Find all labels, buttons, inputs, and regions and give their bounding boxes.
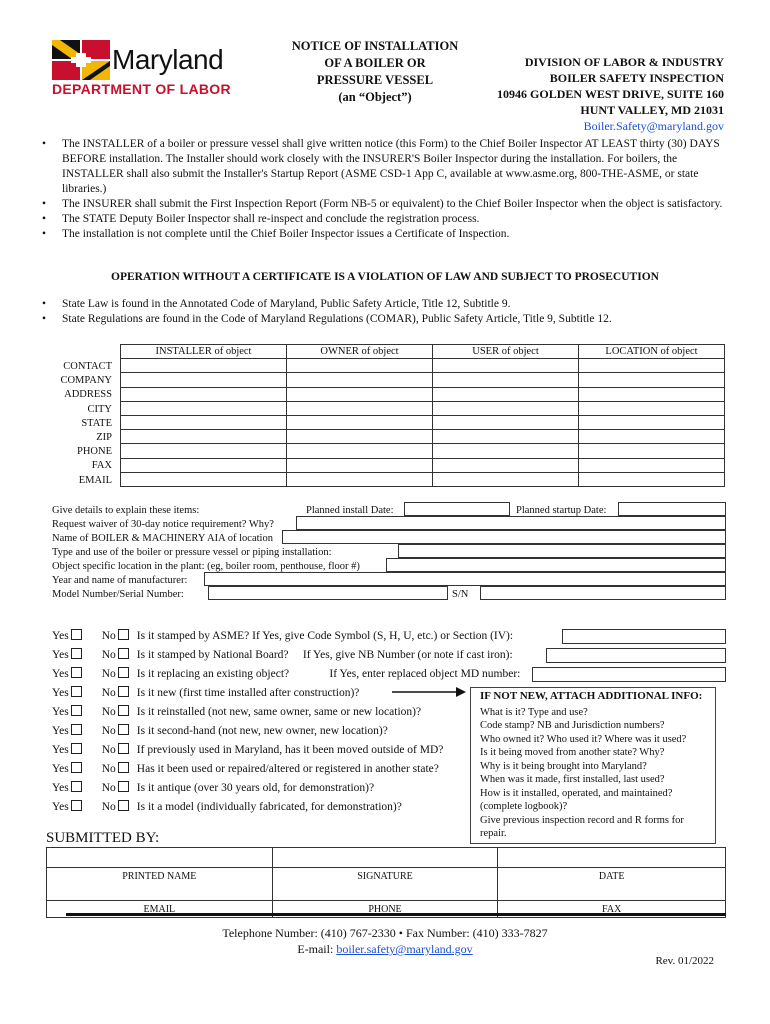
no-checkbox[interactable] xyxy=(118,724,129,735)
party-cell-input[interactable] xyxy=(433,387,579,401)
department-of-labor-wordmark: DEPARTMENT OF LABOR xyxy=(52,81,231,97)
question-text: Is it stamped by ASME? If Yes, give Code Symbol (S, H, U, etc.) or Section (IV): xyxy=(136,630,514,642)
footer-email-link[interactable]: boiler.safety@maryland.gov xyxy=(336,942,473,956)
instruction-item: • The INSURER shall submit the First Inspection Report (Form NB-5 or equivalent) to the Chief Boiler Inspector when the object is satisfactory. xyxy=(38,197,728,212)
yes-checkbox[interactable] xyxy=(71,648,82,659)
no-label: No xyxy=(101,744,116,756)
signature-label: SIGNATURE xyxy=(272,868,498,885)
party-cell-input[interactable] xyxy=(433,401,579,415)
model-field[interactable] xyxy=(208,586,448,600)
party-cell-input[interactable] xyxy=(121,430,287,444)
party-table-row xyxy=(121,373,725,387)
aia-label: Name of BOILER & MACHINERY AIA of location xyxy=(52,533,273,544)
division-line: 10946 GOLDEN WEST DRIVE, SUITE 160 xyxy=(497,87,724,101)
party-cell-input[interactable] xyxy=(579,373,725,387)
column-header: LOCATION of object xyxy=(579,345,725,359)
party-cell-input[interactable] xyxy=(433,430,579,444)
date-label: DATE xyxy=(498,868,726,885)
party-cell-input[interactable] xyxy=(433,373,579,387)
manufacturer-label: Year and name of manufacturer: xyxy=(52,575,188,586)
party-table-row xyxy=(121,401,725,415)
party-table-row xyxy=(121,444,725,458)
question-text: Is it second-hand (not new, new owner, new location)? xyxy=(136,725,388,737)
serial-label: S/N xyxy=(452,589,469,600)
title-line: OF A BOILER OR xyxy=(324,56,426,70)
yes-checkbox[interactable] xyxy=(71,743,82,754)
yes-checkbox[interactable] xyxy=(71,705,82,716)
party-cell-input[interactable] xyxy=(579,359,725,373)
yes-checkbox[interactable] xyxy=(71,781,82,792)
aia-field[interactable] xyxy=(282,530,726,544)
location-field[interactable] xyxy=(386,558,726,572)
arrow-right-icon xyxy=(392,686,468,698)
party-cell-input[interactable] xyxy=(121,458,287,472)
yes-checkbox[interactable] xyxy=(71,800,82,811)
yes-label: Yes xyxy=(52,706,69,718)
party-cell-input[interactable] xyxy=(121,415,287,429)
no-checkbox[interactable] xyxy=(118,648,129,659)
question-text: Is it stamped by National Board? If Yes, give NB Number (or note if cast iron): xyxy=(136,649,513,661)
yes-checkbox[interactable] xyxy=(71,667,82,678)
party-table xyxy=(120,344,725,487)
party-row-labels xyxy=(40,360,112,488)
no-checkbox[interactable] xyxy=(118,800,129,811)
planned-startup-field[interactable] xyxy=(618,502,726,516)
printed-name-field[interactable] xyxy=(47,848,273,868)
form-title xyxy=(270,38,480,106)
info-line: When was it made, first installed, last used? xyxy=(480,774,665,785)
column-header: OWNER of object xyxy=(287,345,433,359)
question-answer-field[interactable] xyxy=(532,667,726,682)
maryland-wordmark: Maryland xyxy=(112,44,224,75)
additional-info-box xyxy=(470,687,716,844)
no-checkbox[interactable] xyxy=(118,781,129,792)
title-line: PRESSURE VESSEL xyxy=(316,73,434,87)
row-label: ZIP xyxy=(96,432,112,444)
yes-label: Yes xyxy=(52,725,69,737)
info-line: (complete logbook)? xyxy=(480,801,568,812)
party-cell-input[interactable] xyxy=(121,359,287,373)
footer-divider xyxy=(66,913,726,916)
party-cell-input[interactable] xyxy=(121,401,287,415)
info-line: How is it installed, operated, and maintained? xyxy=(480,787,673,799)
question-row xyxy=(52,703,421,722)
question-text: Is it new (first time installed after construction)? xyxy=(136,687,360,699)
title-line: (an “Object”) xyxy=(338,90,412,104)
location-label: Object specific location in the plant: (eg, boiler room, penthouse, floor #) xyxy=(52,561,360,572)
division-line: DIVISION OF LABOR & INDUSTRY xyxy=(524,55,724,69)
question-row xyxy=(52,779,374,798)
party-cell-input[interactable] xyxy=(579,387,725,401)
email-label: EMAIL xyxy=(47,901,273,918)
party-cell-input[interactable] xyxy=(287,430,433,444)
planned-install-label: Planned install Date: xyxy=(306,505,394,516)
question-text: Is it a model (individually fabricated, for demonstration)? xyxy=(136,801,402,813)
division-address xyxy=(497,54,724,134)
prosecution-warning: OPERATION WITHOUT A CERTIFICATE IS A VIOLATION OF LAW AND SUBJECT TO PROSECUTION xyxy=(111,271,659,283)
question-row xyxy=(52,760,439,779)
party-cell-input[interactable] xyxy=(287,359,433,373)
printed-name-label: PRINTED NAME xyxy=(47,868,273,885)
party-cell-input[interactable] xyxy=(579,415,725,429)
question-row xyxy=(52,646,513,665)
phone-label: PHONE xyxy=(272,901,498,918)
email-prefix: E-mail: xyxy=(297,942,337,956)
info-box-title: IF NOT NEW, ATTACH ADDITIONAL INFO: xyxy=(480,690,703,702)
party-cell-input[interactable] xyxy=(287,387,433,401)
question-text: If previously used in Maryland, has it been moved outside of MD? xyxy=(136,744,444,756)
yes-label: Yes xyxy=(52,687,69,699)
yes-checkbox[interactable] xyxy=(71,629,82,640)
party-cell-input[interactable] xyxy=(579,430,725,444)
question-answer-field[interactable] xyxy=(562,629,726,644)
no-label: No xyxy=(101,649,116,661)
division-line: BOILER SAFETY INSPECTION xyxy=(549,71,724,85)
instruction-item: • The INSTALLER of a boiler or pressure vessel shall give written notice (this Form) to the Chief Boiler Inspector AT LEAST thirty (30) DAYS BEFORE installation. The Installer should work closely with the INSURER'S Boiler Inspector during the installation. For boilers, the INSTALLER shall also submit the Installer's Startup Report (ASME CSD-1 App C, available at www.asme.org, 800-THE-ASME, or state libraries.) xyxy=(38,137,728,197)
yes-label: Yes xyxy=(52,782,69,794)
row-label: COMPANY xyxy=(60,375,112,387)
row-label: PHONE xyxy=(76,446,112,458)
info-line: Who owned it? Who used it? Where was it used? xyxy=(480,733,687,745)
instructions-list xyxy=(38,137,728,242)
party-cell-input[interactable] xyxy=(287,401,433,415)
info-line: Is it being moved from another state? Why? xyxy=(480,747,665,758)
division-line: HUNT VALLEY, MD 21031 xyxy=(580,103,724,117)
yes-checkbox[interactable] xyxy=(71,724,82,735)
party-cell-input[interactable] xyxy=(433,472,579,486)
serial-field[interactable] xyxy=(480,586,726,600)
info-line: Code stamp? NB and Jurisdiction numbers? xyxy=(480,720,665,731)
yes-label: Yes xyxy=(52,763,69,775)
question-answer-field[interactable] xyxy=(546,648,726,663)
row-label: CONTACT xyxy=(63,361,112,372)
type-use-label: Type and use of the boiler or pressure vessel or piping installation: xyxy=(52,547,332,558)
party-table-row xyxy=(121,387,725,401)
give-details-label: Give details to explain these items: xyxy=(52,505,200,516)
yes-label: Yes xyxy=(52,801,69,813)
party-table-row xyxy=(121,458,725,472)
party-cell-input[interactable] xyxy=(287,444,433,458)
fax-field[interactable] xyxy=(498,885,726,901)
party-cell-input[interactable] xyxy=(287,373,433,387)
date-field[interactable] xyxy=(498,848,726,868)
party-cell-input[interactable] xyxy=(121,444,287,458)
party-cell-input[interactable] xyxy=(287,458,433,472)
type-use-field[interactable] xyxy=(398,544,726,558)
no-label: No xyxy=(101,687,116,699)
footer-phone-line: Telephone Number: (410) 767-2330 • Fax Number: (410) 333-7827 xyxy=(222,926,548,940)
law-item: • State Regulations are found in the Code of Maryland Regulations (COMAR), Public Safety Article, Title 9, Subtitle 12. xyxy=(38,312,728,327)
submitted-by-label: SUBMITTED BY: xyxy=(46,830,160,846)
column-header: INSTALLER of object xyxy=(121,345,287,359)
signature-field[interactable] xyxy=(272,848,498,868)
info-line: Give previous inspection record and R forms for repair. xyxy=(480,814,684,839)
planned-startup-label: Planned startup Date: xyxy=(516,505,607,516)
party-cell-input[interactable] xyxy=(121,373,287,387)
waiver-field[interactable] xyxy=(296,516,726,530)
row-label: ADDRESS xyxy=(64,389,112,401)
yes-label: Yes xyxy=(52,668,69,680)
maryland-flag-logo xyxy=(52,40,110,80)
yes-label: Yes xyxy=(52,630,69,642)
party-cell-input[interactable] xyxy=(579,458,725,472)
yes-label: Yes xyxy=(52,744,69,756)
manufacturer-field[interactable] xyxy=(204,572,726,586)
no-label: No xyxy=(101,763,116,775)
info-line: Why is it being brought into Maryland? xyxy=(480,760,647,772)
no-label: No xyxy=(101,706,116,718)
law-list xyxy=(38,297,728,327)
question-text: Is it antique (over 30 years old, for demonstration)? xyxy=(136,782,375,794)
party-cell-input[interactable] xyxy=(121,472,287,486)
yes-label: Yes xyxy=(52,649,69,661)
question-row xyxy=(52,798,402,817)
party-cell-input[interactable] xyxy=(433,458,579,472)
question-text: Has it been used or repaired/altered or registered in another state? xyxy=(136,763,439,775)
row-label: FAX xyxy=(91,460,112,472)
no-checkbox[interactable] xyxy=(118,743,129,754)
column-header: USER of object xyxy=(433,345,579,359)
no-checkbox[interactable] xyxy=(118,705,129,716)
row-label: STATE xyxy=(81,417,112,429)
law-item: • State Law is found in the Annotated Code of Maryland, Public Safety Article, Title 12, Subtitle 9. xyxy=(38,297,728,312)
question-text: Is it replacing an existing object? If Yes, enter replaced object MD number: xyxy=(136,668,521,680)
no-checkbox[interactable] xyxy=(118,762,129,773)
party-table-row xyxy=(121,359,725,373)
party-cell-input[interactable] xyxy=(579,444,725,458)
no-checkbox[interactable] xyxy=(118,686,129,697)
no-label: No xyxy=(101,630,116,642)
waiver-label: Request waiver of 30-day notice requirement? Why? xyxy=(52,519,274,530)
party-cell-input[interactable] xyxy=(287,415,433,429)
no-label: No xyxy=(101,801,116,813)
question-row xyxy=(52,684,359,703)
no-checkbox[interactable] xyxy=(118,629,129,640)
division-email-link[interactable]: Boiler.Safety@maryland.gov xyxy=(583,119,724,133)
instruction-item: • The STATE Deputy Boiler Inspector shall re-inspect and conclude the registration process. xyxy=(38,212,728,227)
question-row xyxy=(52,722,388,741)
row-label: CITY xyxy=(87,403,112,415)
phone-field[interactable] xyxy=(272,885,498,901)
no-checkbox[interactable] xyxy=(118,667,129,678)
party-cell-input[interactable] xyxy=(433,444,579,458)
submitter-table xyxy=(46,847,726,918)
row-label: EMAIL xyxy=(78,474,112,486)
party-cell-input[interactable] xyxy=(433,359,579,373)
question-row xyxy=(52,627,513,646)
party-table-row xyxy=(121,415,725,429)
party-table-row xyxy=(121,430,725,444)
fax-label: FAX xyxy=(498,901,726,918)
model-label: Model Number/Serial Number: xyxy=(52,589,184,600)
question-row xyxy=(52,741,443,760)
no-label: No xyxy=(101,782,116,794)
question-row xyxy=(52,665,520,684)
no-label: No xyxy=(101,668,116,680)
revision-label: Rev. 01/2022 xyxy=(655,955,714,967)
email-field[interactable] xyxy=(47,885,273,901)
instruction-item: • The installation is not complete until the Chief Boiler Inspector issues a Certificate of Inspection. xyxy=(38,227,728,242)
planned-install-field[interactable] xyxy=(404,502,510,516)
party-cell-input[interactable] xyxy=(121,387,287,401)
party-cell-input[interactable] xyxy=(579,472,725,486)
party-cell-input[interactable] xyxy=(433,415,579,429)
party-cell-input[interactable] xyxy=(579,401,725,415)
info-line: What is it? Type and use? xyxy=(480,706,588,718)
title-line: NOTICE OF INSTALLATION xyxy=(291,39,459,53)
no-label: No xyxy=(101,725,116,737)
party-cell-input[interactable] xyxy=(287,472,433,486)
yes-checkbox[interactable] xyxy=(71,762,82,773)
yes-checkbox[interactable] xyxy=(71,686,82,697)
party-table-row xyxy=(121,472,725,486)
question-text: Is it reinstalled (not new, same owner, same or new location)? xyxy=(136,706,422,718)
